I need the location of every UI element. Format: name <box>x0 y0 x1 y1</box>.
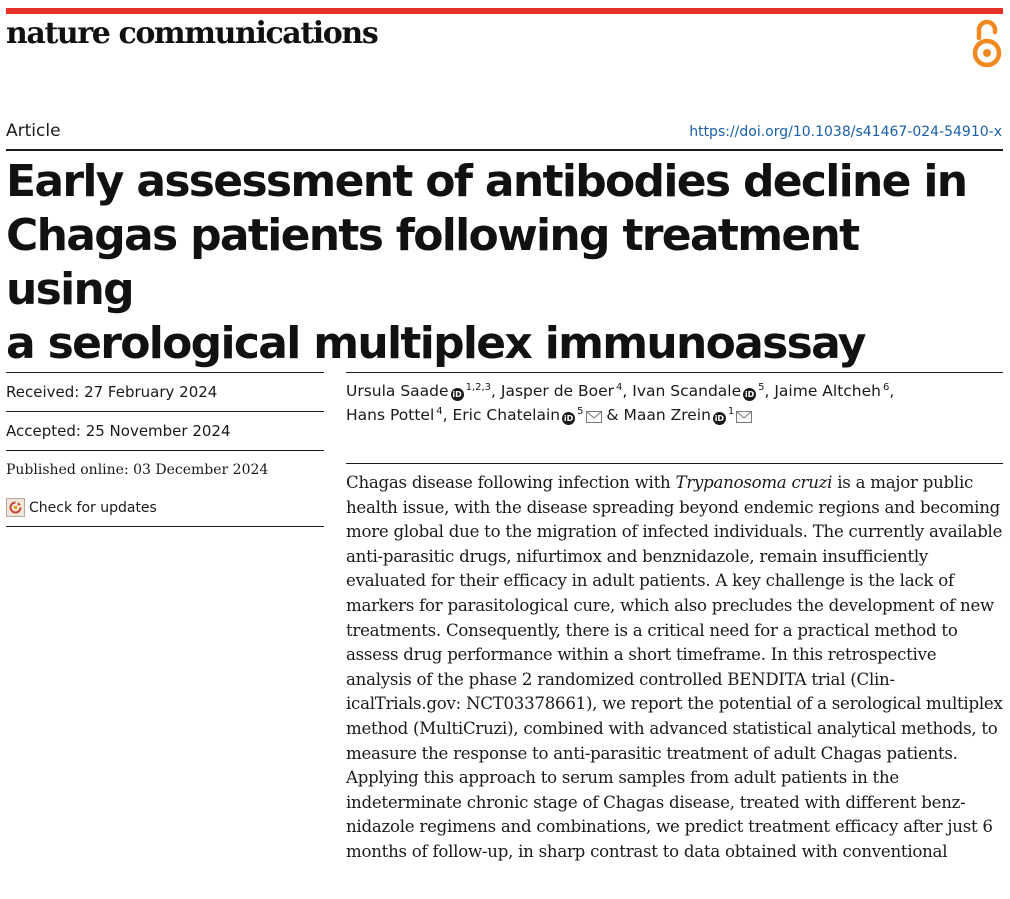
author-separator: , <box>442 406 453 424</box>
received-date: Received: 27 February 2024 <box>6 372 324 411</box>
author-name[interactable]: Jaime Altcheh <box>774 382 881 400</box>
check-for-updates-button[interactable] <box>6 489 324 527</box>
orcid-icon[interactable]: iD <box>563 414 574 423</box>
journal-name[interactable]: nature communications <box>6 16 378 51</box>
affiliation-marker[interactable]: 4 <box>616 382 623 393</box>
affiliation-marker[interactable]: 1 <box>727 406 735 417</box>
author-name[interactable]: Hans Pottel <box>346 406 435 424</box>
author[interactable] <box>774 382 889 400</box>
title-line: Chagas patients following treatment using <box>6 210 859 315</box>
affiliation-marker[interactable]: 5 <box>577 406 584 417</box>
check-updates-icon <box>6 498 25 517</box>
author-name[interactable]: Maan Zrein <box>623 406 711 424</box>
author-name[interactable]: Ursula Saade <box>346 382 449 400</box>
author-list <box>346 372 1003 427</box>
abstract-text-start: Chagas disease following infection with <box>346 473 676 492</box>
mail-icon[interactable] <box>736 411 752 423</box>
author[interactable] <box>632 382 764 400</box>
article-history <box>6 372 324 527</box>
author-separator: , <box>622 382 633 400</box>
author-name[interactable]: Ivan Scandale <box>632 382 742 400</box>
author-line <box>346 379 1003 403</box>
title-line: a serological multiplex immunoassay <box>6 318 865 369</box>
open-access-icon[interactable] <box>966 16 1008 70</box>
author[interactable] <box>453 406 602 424</box>
author-line <box>346 403 1003 427</box>
title-rule <box>6 149 1003 151</box>
orcid-icon[interactable]: iD <box>744 390 755 399</box>
abstract-species: Trypanosoma cruzi <box>675 473 833 492</box>
orcid-icon[interactable]: iD <box>714 414 725 423</box>
accepted-date: Accepted: 25 November 2024 <box>6 411 324 450</box>
author-separator: , <box>764 382 775 400</box>
mail-icon[interactable] <box>586 411 602 423</box>
author-name[interactable]: Jasper de Boer <box>500 382 615 400</box>
abstract-text-rest: is a major public health issue, with the disease spreading beyond endemic regions and becoming more global due to the migration of infected individuals. The currently available anti-parasitic drugs, nifurtimox and benznidazole, remain insufficiently evaluated for their efficacy in adult patients. A key challenge is the lack of markers for parasitological cure, which also precludes the development of new treatments. Consequently, there is a critical need for a practical method to assess drug performance within a short timeframe. In this retrospective analysis of the phase 2 randomized controlled BENDITA trial (ClinicalTrials.gov: NCT03378661), we report the potential of a serological multiplex method (MultiCruzi), combined with advanced statistical analytical methods, to measure the response to anti-parasitic treatment of adult Chagas patients. Applying this approach to serum samples from adult patients in the indeterminate chronic stage of Chagas disease, treated with different benznidazole regimens and combinations, we predict treatment efficacy after just 6 months of follow-up, in sharp contrast to data obtained with conventional <box>346 473 1003 861</box>
affiliation-marker[interactable]: 4 <box>436 406 443 417</box>
orcid-icon[interactable]: iD <box>452 390 462 399</box>
author[interactable] <box>501 382 623 400</box>
affiliation-marker[interactable]: 1,2,3 <box>465 382 492 393</box>
author[interactable] <box>346 406 443 424</box>
author-separator: , <box>491 382 501 400</box>
author[interactable] <box>346 382 491 400</box>
published-date: Published online: 03 December 2024 <box>6 450 324 489</box>
doi-link[interactable]: https://doi.org/10.1038/s41467-024-54910-x <box>689 124 1002 140</box>
abstract <box>346 463 1003 865</box>
article-type: Article <box>6 121 61 141</box>
author[interactable] <box>623 406 752 424</box>
title-line: Early assessment of antibodies decline in <box>6 156 967 207</box>
article-title <box>6 155 996 371</box>
journal-header-bar <box>6 8 1003 14</box>
author-separator: & <box>601 406 624 424</box>
check-updates-label: Check for updates <box>29 499 157 516</box>
affiliation-marker[interactable]: 5 <box>758 382 765 393</box>
author-separator: , <box>889 382 895 400</box>
affiliation-marker[interactable]: 6 <box>883 382 890 393</box>
author-name[interactable]: Eric Chatelain <box>452 406 561 424</box>
